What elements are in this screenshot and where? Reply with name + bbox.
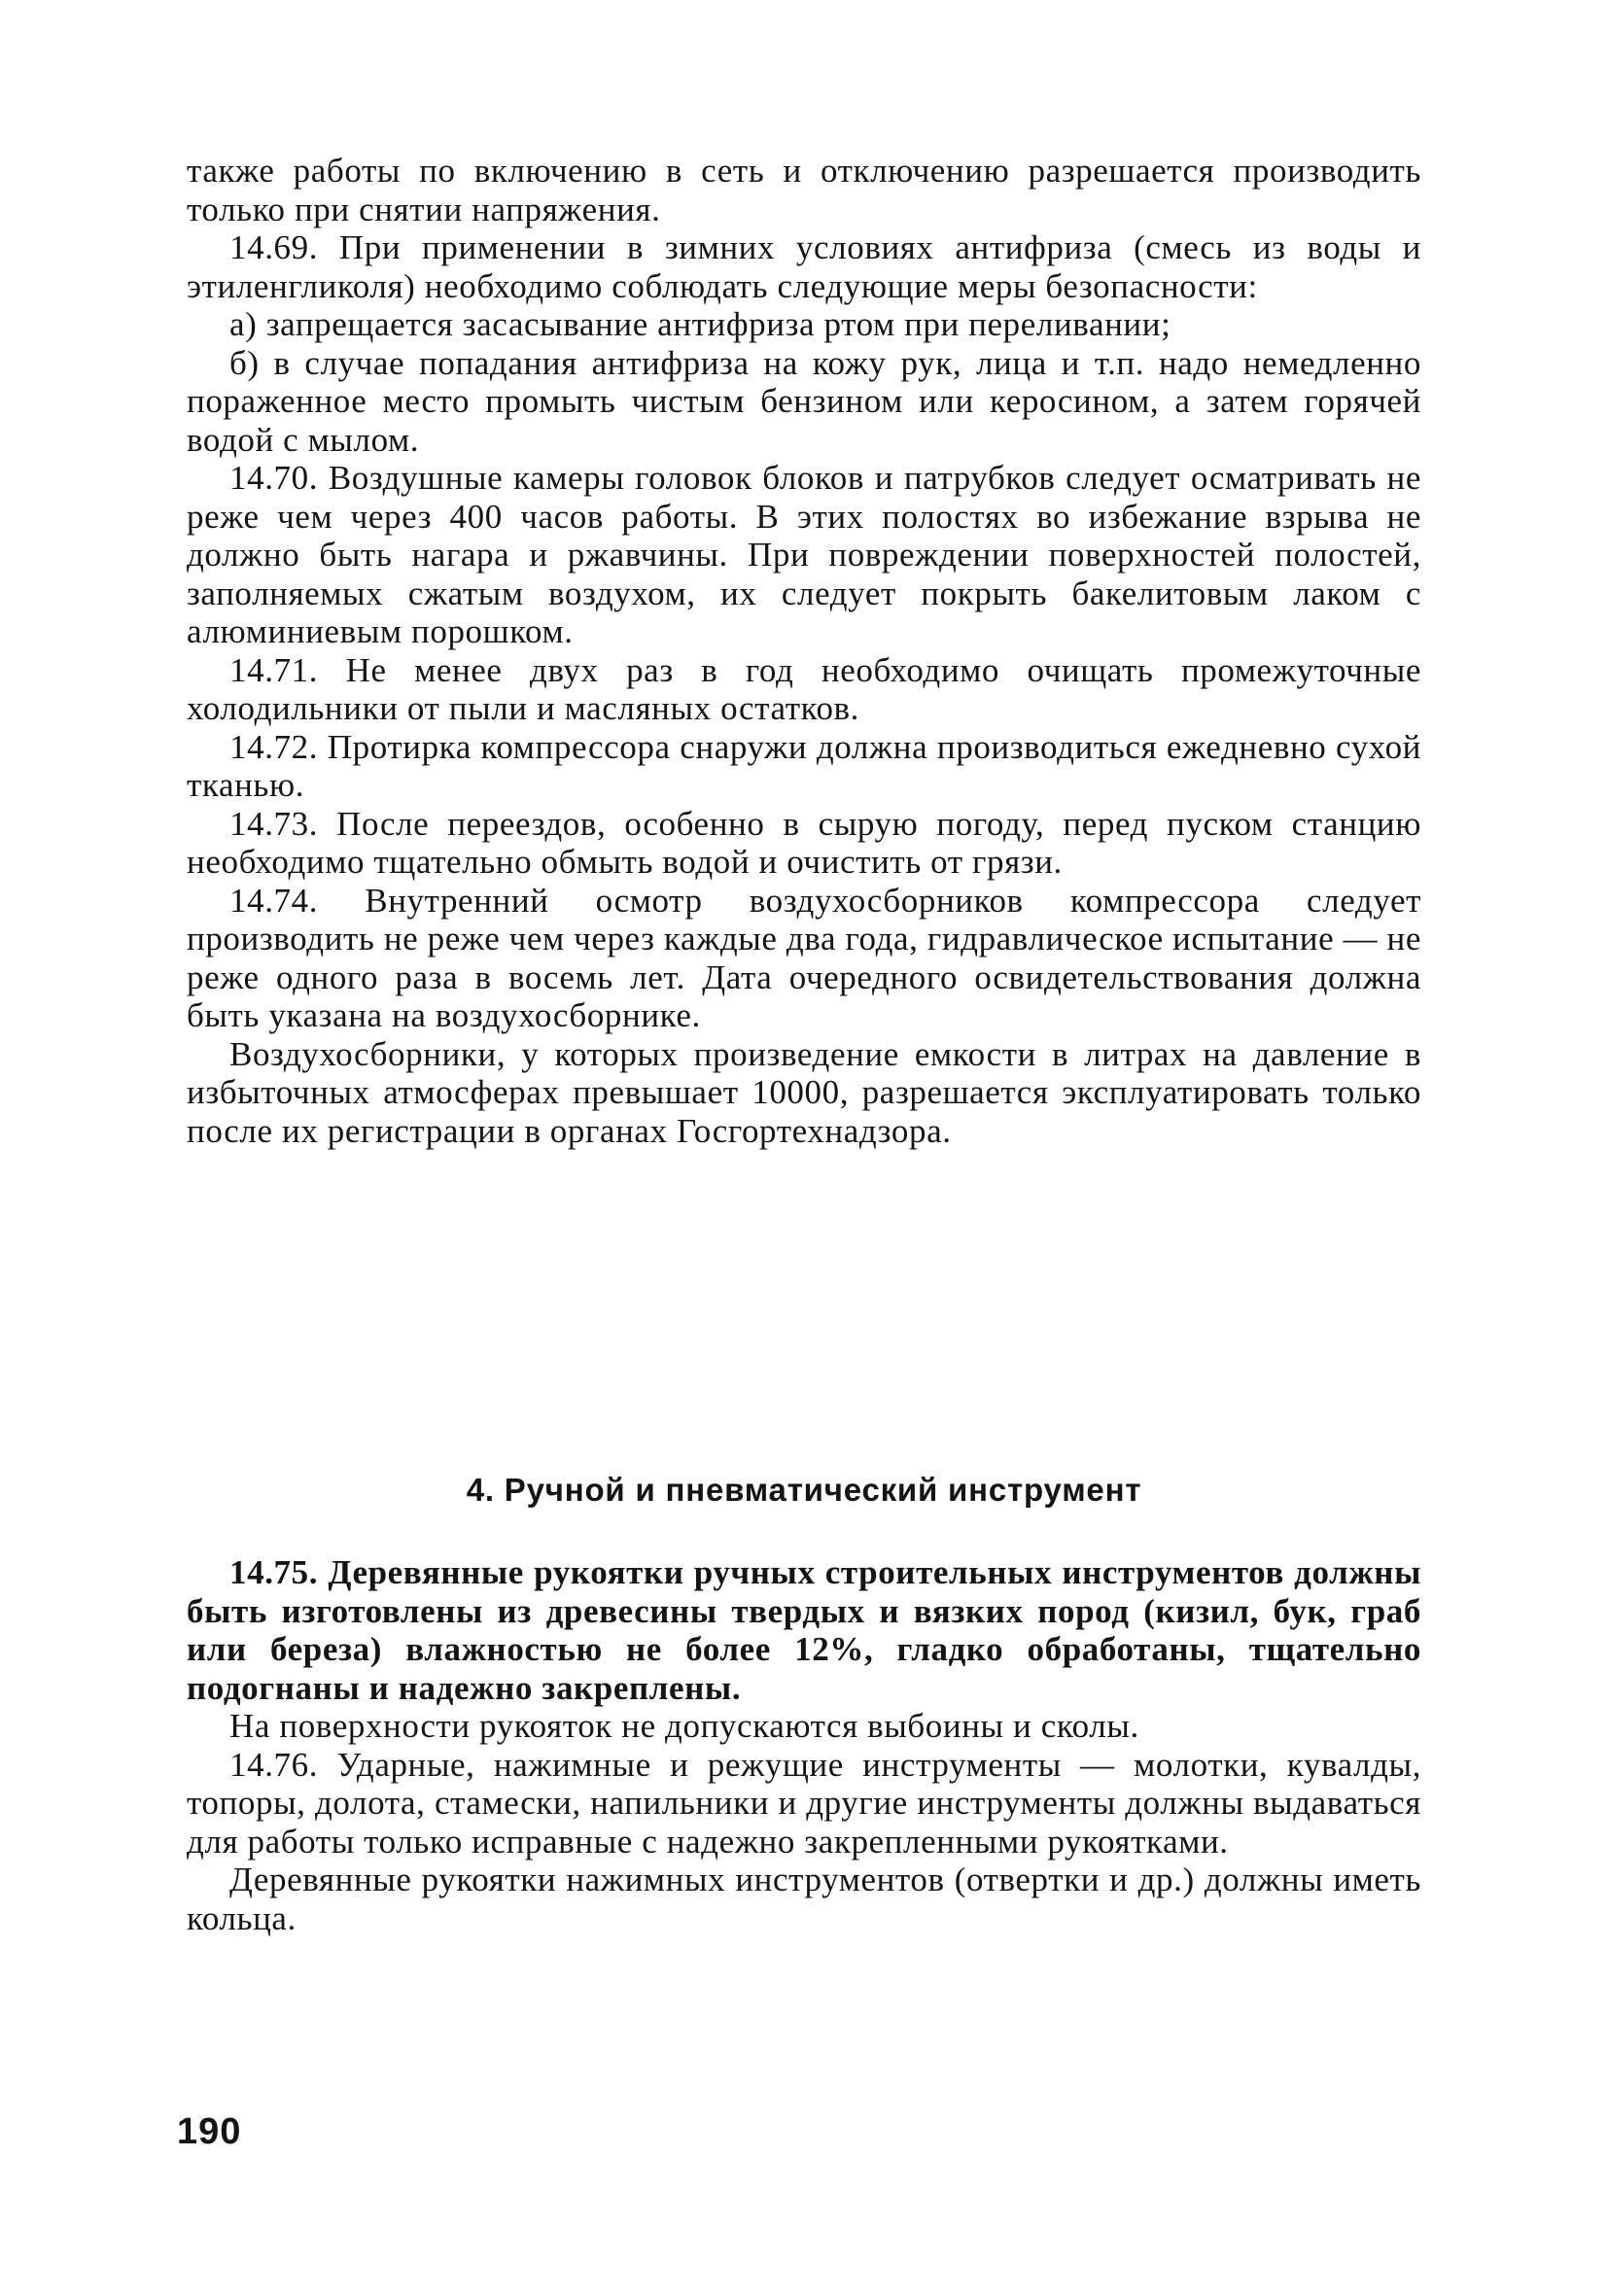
paragraph-14-70: 14.70. Воздушные камеры головок блоков и патрубков следует осматривать не реже чем через 400 часов работы. В этих полостях во избежание взрыва не должно быть нагара и ржавчины. При повреждении поверхностей полостей, заполняемых сжатым воздухом, их следует покрыть бакелитовым лаком с алюминиевым порошком. [187,459,1421,650]
paragraph-14-76: 14.76. Ударные, нажимные и режущие инструменты — молотки, кувалды, топоры, долота, стамески, напильники и другие инструменты должны выдаваться для работы только исправные с надежно закрепленными рукоятками. [187,1745,1421,1861]
paragraph-14-69-a: а) запрещается засасывание антифриза ртом при переливании; [229,305,1171,343]
section-heading: 4. Ручной и пневматический инструмент [466,1472,1142,1508]
paragraph-14-75: 14.75. Деревянные рукоятки ручных строительных инструментов должны быть изготовлены из древесины твердых и вязких пород (кизил, бук, граб или береза) влажностью не более 12%, гладко обработаны, тщательно подогнаны и надежно закреплены. [187,1553,1421,1707]
paragraph-14-73: 14.73. После переездов, особенно в сырую погоду, перед пуском станцию необходимо тщательно обмыть водой и очистить от грязи. [187,804,1421,881]
paragraph-handles-surface: На поверхности рукояток не допускаются выбоины и сколы. [229,1707,1139,1745]
text-block-top [187,152,1421,1150]
paragraph-continuation: также работы по включению в сеть и отключению разрешается производить только при снятии напряжения. [187,152,1421,228]
paragraph-wooden-handles: Деревянные рукоятки нажимных инструментов (отвертки и др.) должны иметь кольца. [187,1861,1421,1937]
paragraph-air-receivers: Воздухосборники, у которых произведение емкости в литрах на давление в избыточных атмосферах превышает 10000, разрешается эксплуатировать только после их регистрации в органах Госгортехнадзора. [187,1034,1421,1150]
paragraph-14-72: 14.72. Протирка компрессора снаружи должна производиться ежедневно сухой тканью. [187,727,1421,804]
paragraph-14-74: 14.74. Внутренний осмотр воздухосборников компрессора следует производить не реже чем через каждые два года, гидравлическое испытание — не реже одного раза в восемь лет. Дата очередного освидетельствования должна быть указана на воздухосборнике. [187,881,1421,1034]
paragraph-14-69-b: б) в случае попадания антифриза на кожу рук, лица и т.п. надо немедленно пораженное место промыть чистым бензином или керосином, а затем горячей водой с мылом. [187,343,1421,459]
paragraph-14-71: 14.71. Не менее двух раз в год необходимо очищать промежуточные холодильники от пыли и масляных остатков. [187,650,1421,727]
text-block-bottom [187,1553,1421,1937]
paragraph-14-69: 14.69. При применении в зимних условиях антифриза (смесь из воды и этиленгликоля) необходимо соблюдать следующие меры безопасности: [187,228,1421,305]
page-number: 190 [177,2111,242,2152]
